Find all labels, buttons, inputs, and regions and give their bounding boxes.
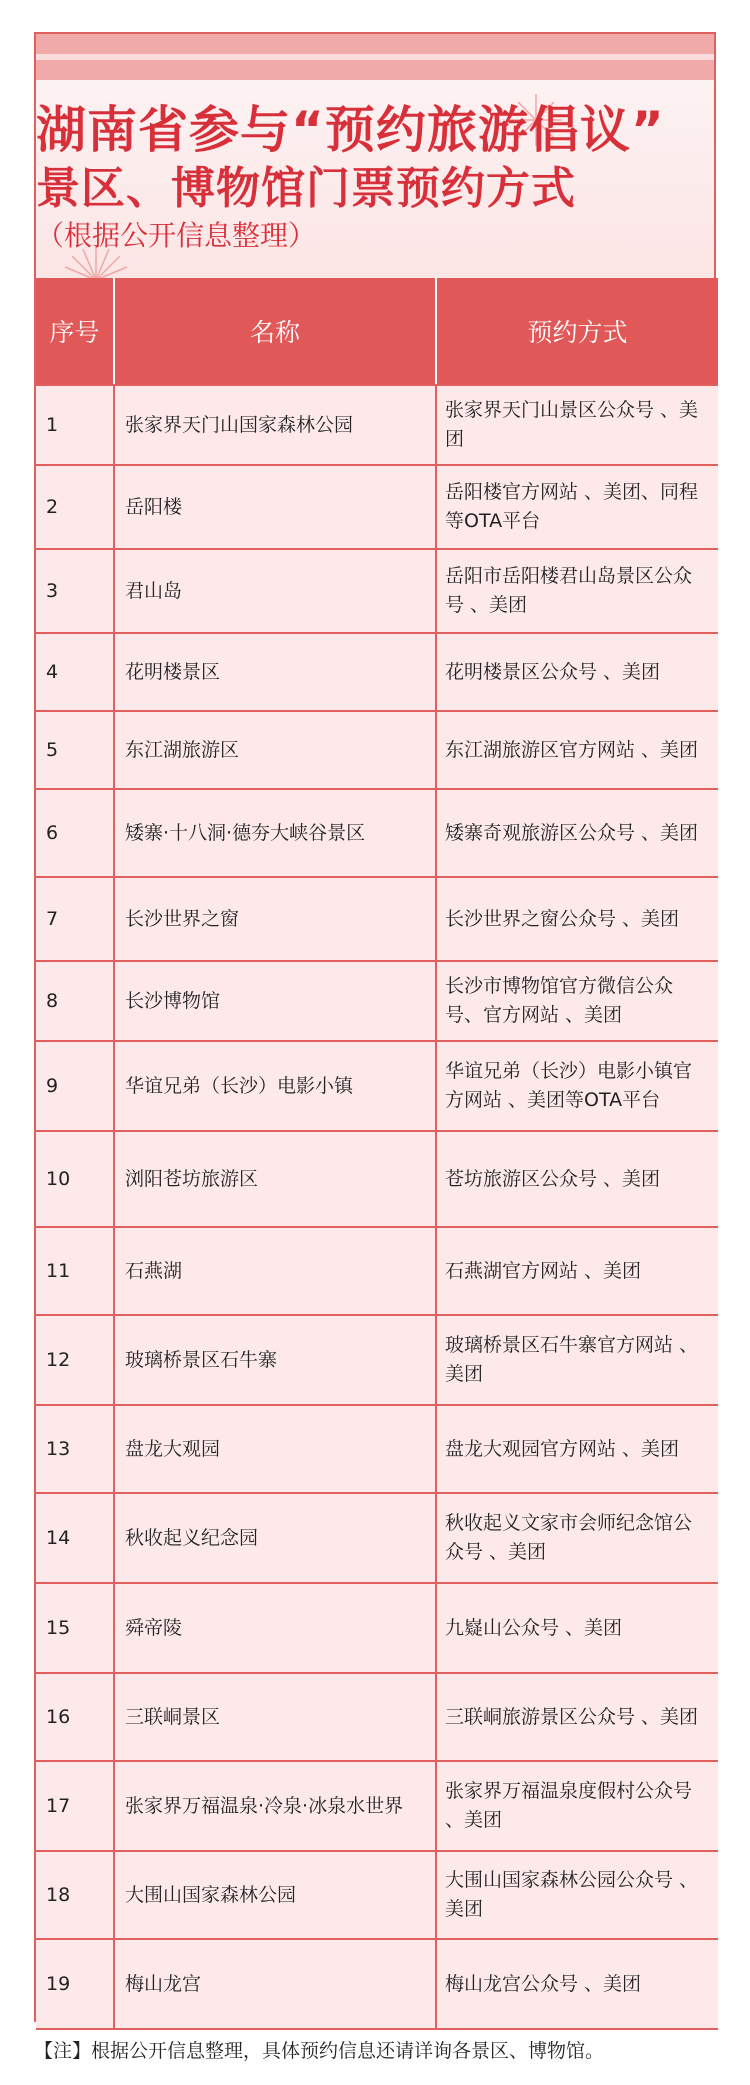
row-name: 君山岛	[114, 549, 436, 633]
row-method: 东江湖旅游区官方网站 、美团	[436, 711, 718, 789]
row-number: 13	[36, 1405, 114, 1493]
table-row	[36, 961, 718, 1041]
row-number: 10	[36, 1131, 114, 1227]
row-number: 15	[36, 1583, 114, 1673]
table-header-row	[36, 278, 718, 385]
row-name: 大围山国家森林公园	[114, 1851, 436, 1939]
row-name: 矮寨·十八洞·德夯大峡谷景区	[114, 789, 436, 877]
table-row	[36, 385, 718, 465]
column-header-name: 名称	[114, 278, 436, 385]
row-method: 长沙世界之窗公众号 、美团	[436, 877, 718, 961]
poster-title-line1: 湖南省参与“预约旅游倡议”	[36, 101, 665, 159]
table-row	[36, 465, 718, 549]
table-row	[36, 1761, 718, 1851]
row-name: 舜帝陵	[114, 1583, 436, 1673]
row-name: 华谊兄弟（长沙）电影小镇	[114, 1041, 436, 1131]
row-name: 长沙博物馆	[114, 961, 436, 1041]
table-row	[36, 1041, 718, 1131]
row-method: 张家界万福温泉度假村公众号 、美团	[436, 1761, 718, 1851]
row-number: 19	[36, 1939, 114, 2029]
row-method: 三联峒旅游景区公众号 、美团	[436, 1673, 718, 1761]
row-method: 岳阳楼官方网站 、美团、同程等OTA平台	[436, 465, 718, 549]
row-method: 花明楼景区公众号 、美团	[436, 633, 718, 711]
row-method: 盘龙大观园官方网站 、美团	[436, 1405, 718, 1493]
row-number: 9	[36, 1041, 114, 1131]
table-row	[36, 1939, 718, 2029]
table-row	[36, 633, 718, 711]
row-method: 玻璃桥景区石牛寨官方网站 、美团	[436, 1315, 718, 1405]
row-number: 6	[36, 789, 114, 877]
row-name: 三联峒景区	[114, 1673, 436, 1761]
top-stripe	[36, 34, 714, 54]
table-row	[36, 1405, 718, 1493]
row-number: 12	[36, 1315, 114, 1405]
table-row	[36, 1131, 718, 1227]
row-name: 盘龙大观园	[114, 1405, 436, 1493]
poster-title-line2: 景区、博物馆门票预约方式	[36, 163, 576, 214]
row-number: 17	[36, 1761, 114, 1851]
poster-subtitle: （根据公开信息整理）	[36, 219, 317, 252]
row-number: 7	[36, 877, 114, 961]
row-name: 梅山龙宫	[114, 1939, 436, 2029]
column-header-method: 预约方式	[436, 278, 718, 385]
row-method: 张家界天门山景区公众号 、美团	[436, 385, 718, 465]
row-method: 苍坊旅游区公众号 、美团	[436, 1131, 718, 1227]
row-number: 14	[36, 1493, 114, 1583]
table-row	[36, 789, 718, 877]
row-number: 2	[36, 465, 114, 549]
table-row	[36, 1583, 718, 1673]
poster-frame	[34, 32, 716, 2022]
row-number: 16	[36, 1673, 114, 1761]
row-name: 玻璃桥景区石牛寨	[114, 1315, 436, 1405]
row-method: 岳阳市岳阳楼君山岛景区公众号 、美团	[436, 549, 718, 633]
row-method: 华谊兄弟（长沙）电影小镇官方网站 、美团等OTA平台	[436, 1041, 718, 1131]
row-number: 1	[36, 385, 114, 465]
row-name: 张家界万福温泉·冷泉·冰泉水世界	[114, 1761, 436, 1851]
row-number: 5	[36, 711, 114, 789]
row-method: 梅山龙宫公众号 、美团	[436, 1939, 718, 2029]
footer-note: 【注】根据公开信息整理，具体预约信息还请详询各景区、博物馆。	[34, 2040, 605, 2062]
top-stripe-lower	[36, 60, 714, 80]
row-method: 大围山国家森林公园公众号 、美团	[436, 1851, 718, 1939]
table-row	[36, 549, 718, 633]
row-method: 石燕湖官方网站 、美团	[436, 1227, 718, 1315]
column-header-number: 序号	[36, 278, 114, 385]
row-method: 矮寨奇观旅游区公众号 、美团	[436, 789, 718, 877]
row-name: 长沙世界之窗	[114, 877, 436, 961]
table-row	[36, 711, 718, 789]
row-name: 花明楼景区	[114, 633, 436, 711]
row-name: 岳阳楼	[114, 465, 436, 549]
row-number: 3	[36, 549, 114, 633]
row-name: 秋收起义纪念园	[114, 1493, 436, 1583]
table-row	[36, 1493, 718, 1583]
row-method: 长沙市博物馆官方微信公众号、官方网站 、美团	[436, 961, 718, 1041]
reservation-table	[36, 278, 718, 2030]
row-name: 张家界天门山国家森林公园	[114, 385, 436, 465]
table-row	[36, 1673, 718, 1761]
row-method: 秋收起义文家市会师纪念馆公众号 、美团	[436, 1493, 718, 1583]
row-number: 4	[36, 633, 114, 711]
table-row	[36, 1315, 718, 1405]
table-row	[36, 1227, 718, 1315]
table-row	[36, 1851, 718, 1939]
table-row	[36, 877, 718, 961]
row-name: 浏阳苍坊旅游区	[114, 1131, 436, 1227]
row-name: 石燕湖	[114, 1227, 436, 1315]
row-name: 东江湖旅游区	[114, 711, 436, 789]
row-number: 18	[36, 1851, 114, 1939]
row-number: 8	[36, 961, 114, 1041]
row-method: 九嶷山公众号 、美团	[436, 1583, 718, 1673]
row-number: 11	[36, 1227, 114, 1315]
